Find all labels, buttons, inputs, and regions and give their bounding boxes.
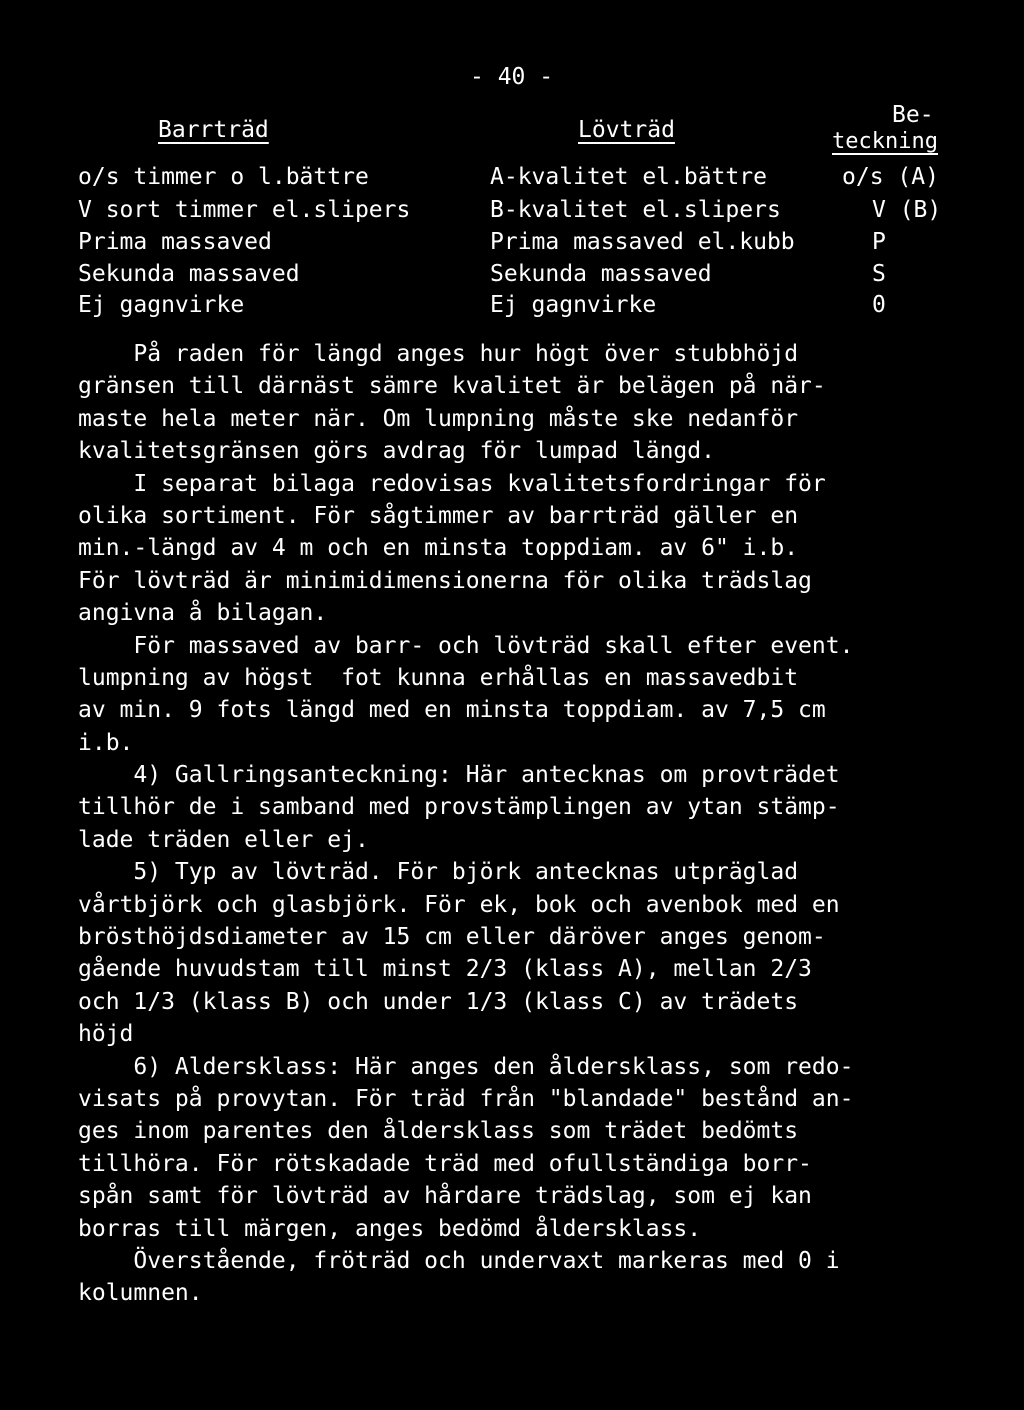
text-line: borras till märgen, anges bedömd åldersklass. [78, 1215, 702, 1242]
table-row-barr-1: o/s timmer o l.bättre [78, 164, 369, 190]
table-row-barr-3: Prima massaved [78, 229, 272, 255]
table-row-lov-3: Prima massaved el.kubb [490, 229, 795, 255]
header-beteckning-2: teckning [832, 129, 938, 154]
body-text [78, 338, 978, 1310]
header-barrtrad: Barrträd [158, 117, 269, 143]
table-row-lov-5: Ej gagnvirke [490, 292, 657, 318]
text-line: ges inom parentes den åldersklass som trädet bedömts [78, 1118, 799, 1145]
text-line: angivna å bilagan. [78, 600, 328, 627]
text-line: För lövträd är minimidimensionerna för olika trädslag [78, 567, 812, 594]
table-row-barr-2: V sort timmer el.slipers [78, 197, 411, 223]
text-line: I separat bilaga redovisas kvalitetsfordringar för [78, 470, 826, 497]
table-row-code-2: V (B) [872, 197, 942, 223]
text-line: olika sortiment. För sågtimmer av barrträd gäller en [78, 502, 799, 529]
text-line: lumpning av högst fot kunna erhållas en massavedbit [78, 664, 799, 691]
text-line: På raden för längd anges hur högt över stubbhöjd [78, 341, 799, 367]
text-line: brösthöjdsdiameter av 15 cm eller däröver anges genom- [78, 924, 826, 951]
text-line: vårtbjörk och glasbjörk. För ek, bok och avenbok med en [78, 891, 840, 918]
table-row-code-4: S [872, 261, 886, 287]
table-row-lov-1: A-kvalitet el.bättre [490, 164, 767, 190]
table-row-code-3: P [872, 229, 886, 255]
text-line: visats på provytan. För träd från "blandade" bestånd an- [78, 1085, 854, 1112]
text-line: min.-längd av 4 m och en minsta toppdiam. av 6" i.b. [78, 535, 799, 562]
text-line: kvalitetsgränsen görs avdrag för lumpad längd. [78, 438, 715, 465]
text-line: och 1/3 (klass B) och under 1/3 (klass C) av trädets [78, 988, 799, 1015]
text-line: 6) Aldersklass: Här anges den åldersklass, som redo- [78, 1053, 854, 1080]
text-line: höjd [78, 1021, 134, 1048]
text-line: maste hela meter när. Om lumpning måste ske nedanför [78, 405, 799, 432]
text-line: kolumnen. [78, 1280, 203, 1307]
header-beteckning-1: Be- [892, 102, 934, 128]
text-line: 5) Typ av lövträd. För björk antecknas utpräglad [78, 859, 799, 886]
text-line: gränsen till därnäst sämre kvalitet är belägen på när- [78, 373, 826, 400]
text-line: lade träden eller ej. [78, 826, 369, 853]
text-line: spån samt för lövträd av hårdare trädslag, som ej kan [78, 1183, 812, 1210]
text-line: tillhöra. För rötskadade träd med ofullständiga borr- [78, 1150, 812, 1177]
table-row-lov-2: B-kvalitet el.slipers [490, 197, 781, 223]
table-row-code-5: 0 [872, 292, 886, 318]
text-line: Överstående, fröträd och undervaxt markeras med 0 i [78, 1247, 840, 1274]
page-number: - 40 - [470, 64, 554, 90]
header-lovtrad: Lövträd [578, 117, 675, 143]
text-line: gående huvudstam till minst 2/3 (klass A), mellan 2/3 [78, 956, 812, 983]
text-line: i.b. [78, 729, 134, 756]
text-line: tillhör de i samband med provstämplingen av ytan stämp- [78, 794, 840, 821]
table-row-barr-5: Ej gagnvirke [78, 292, 245, 318]
table-row-code-1: o/s (A) [842, 164, 939, 190]
table-row-lov-4: Sekunda massaved [490, 261, 712, 287]
table-row-barr-4: Sekunda massaved [78, 261, 300, 287]
text-line: 4) Gallringsanteckning: Här antecknas om provträdet [78, 762, 840, 789]
text-line: För massaved av barr- och lövträd skall efter event. [78, 632, 854, 659]
text-line: av min. 9 fots längd med en minsta toppdiam. av 7,5 cm [78, 697, 826, 724]
